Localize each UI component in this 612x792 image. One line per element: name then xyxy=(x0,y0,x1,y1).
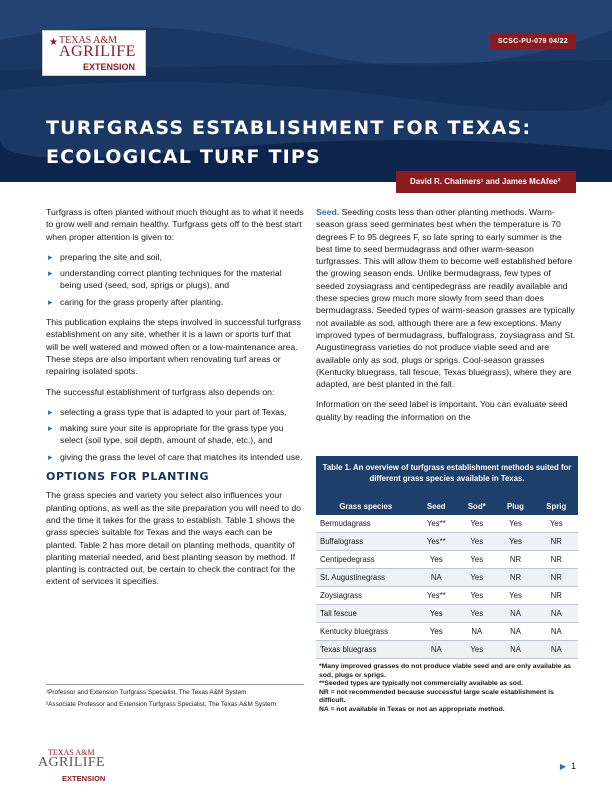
list-item: ▸ making sure your site is appropriate for the grass type you select (soil type, soil depth, amount of shade, etc.), and xyxy=(46,422,304,447)
method-cell: Yes xyxy=(457,587,497,605)
method-cell: NA xyxy=(497,641,535,659)
paragraph: This publication explains the steps involved in successful turfgrass establishment on any site, whether it is a lawn or sports turf that will be well watered and mowed often or a low-maintenance area. These steps are also important when renovating turf areas or repairing isolated spots. xyxy=(46,317,301,377)
right-column xyxy=(316,206,578,431)
footnote-divider xyxy=(46,684,304,685)
agrilife-logo xyxy=(42,30,146,76)
method-cell: Yes xyxy=(416,605,457,623)
table-note: NA = not available in Texas or not an appropriate method. xyxy=(319,705,505,713)
method-cell: Yes xyxy=(457,605,497,623)
method-cell: Yes** xyxy=(416,515,457,533)
table-row xyxy=(316,641,578,659)
table-row xyxy=(316,623,578,641)
table-row xyxy=(316,551,578,569)
method-cell: Yes xyxy=(497,515,535,533)
table-row xyxy=(316,569,578,587)
column-header: Sprig xyxy=(535,489,579,515)
seed-text: Seeding costs less than other planting methods. Warm-season grass seed germinates best when the temperature is 70 degrees F to 95 degrees F, so late spring to early summer is the best time to seed bermudagrass and other warm-season turfgrasses. This will allow them to become well established before the growing season ends. Unlike bermudagrass, few types of seeded zoysiagrass and centipedegrass are readily available and these species grow much more slowly from seed than does bermudagrass. Seeded types of warm-season grasses are typically not available as sod, although there are a few exceptions. Many improved types of bermudagrass, buffalograss, zoysiagrass and St. Augustinegrass varieties do not produce viable seed and are available only as sod, plugs or sprigs. Cool-season grasses (Kentucky bluegrass, tall fescue, Texas bluegrass), where they are adapted, are best planted in the fall. xyxy=(316,207,576,390)
method-cell: NA xyxy=(535,623,579,641)
logo-bottom: EXTENSION xyxy=(83,62,136,72)
footer-logo-middle: AGRILIFE xyxy=(38,755,105,770)
method-cell: NA xyxy=(535,605,579,623)
method-cell: NR xyxy=(497,551,535,569)
species-cell: Kentucky bluegrass xyxy=(316,623,416,641)
list-item: ▸ caring for the grass properly after planting. xyxy=(46,296,304,308)
species-cell: Texas bluegrass xyxy=(316,641,416,659)
paragraph: Information on the seed label is important. You can evaluate seed quality by reading the information on the xyxy=(316,399,568,422)
title-line-1: TURFGRASS ESTABLISHMENT FOR TEXAS: xyxy=(46,117,532,139)
bullet-list-2 xyxy=(46,406,304,463)
seed-lead: Seed. xyxy=(316,207,340,217)
species-cell: Centipedegrass xyxy=(316,551,416,569)
species-cell: Tall fescue xyxy=(316,605,416,623)
bullet-list-1 xyxy=(46,251,304,308)
method-cell: Yes xyxy=(457,533,497,551)
star-icon: ★ xyxy=(49,37,58,48)
footer-logo xyxy=(38,748,128,786)
table-note: *Many improved grasses do not produce viable seed and are only available as sod, plugs or sprigs. xyxy=(319,663,571,679)
table-note: NR = not recommended because successful large scale establishment is difficult. xyxy=(319,688,554,704)
method-cell: NA xyxy=(416,569,457,587)
left-column xyxy=(46,206,304,596)
method-cell: Yes** xyxy=(416,587,457,605)
method-cell: Yes xyxy=(457,569,497,587)
table-row xyxy=(316,587,578,605)
method-cell: Yes xyxy=(416,551,457,569)
paragraph: The grass species and variety you select also influences your planting options, as well as the site preparation you will need to do and the time it takes for the grass to establish. Table 1 shows the grass species suitable for Texas and the ways each can be planted. Table 2 has more detail on planting methods, quantity of planting material needed, and best planting season by method. If planting is contracted out, be certain to check the contract for the extent of services it specifies. xyxy=(46,490,301,587)
table-notes xyxy=(316,663,578,714)
column-header: Sod* xyxy=(457,489,497,515)
method-cell: NA xyxy=(535,641,579,659)
table-title: Table 1. An overview of turfgrass establishment methods suited for different grass species available in Texas. xyxy=(316,456,578,489)
method-cell: NA xyxy=(457,623,497,641)
list-item: ▸ understanding correct planting techniques for the material being used (seed, sod, sprigs or plugs), and xyxy=(46,267,304,292)
logo-top: TEXAS A&M xyxy=(59,35,118,46)
list-item: ▸ selecting a grass type that is adapted to your part of Texas, xyxy=(46,406,304,418)
paragraph: The successful establishment of turfgrass also depends on: xyxy=(46,386,275,397)
document-code: SCSC-PU-079 04/22 xyxy=(490,34,576,49)
table-row xyxy=(316,605,578,623)
method-cell: NR xyxy=(535,551,579,569)
establishment-table xyxy=(316,489,578,659)
method-cell: NA xyxy=(497,623,535,641)
table-note: **Seeded types are typically not commercially available as sod. xyxy=(319,680,524,687)
method-cell: Yes xyxy=(535,515,579,533)
method-cell: Yes xyxy=(457,515,497,533)
table-row xyxy=(316,533,578,551)
table-header-row xyxy=(316,489,578,515)
arrow-icon: ▶ xyxy=(559,762,566,771)
method-cell: Yes xyxy=(457,641,497,659)
footnote: ¹Professor and Extension Turfgrass Specialist, The Texas A&M System xyxy=(46,689,247,696)
method-cell: NA xyxy=(416,641,457,659)
page-number-value: 1 xyxy=(570,761,576,771)
species-cell: Buffalograss xyxy=(316,533,416,551)
logo-middle: AGRILIFE xyxy=(59,43,136,60)
method-cell: NR xyxy=(535,569,579,587)
footnotes xyxy=(46,689,304,713)
page-number xyxy=(560,761,576,771)
method-cell: Yes xyxy=(497,533,535,551)
method-cell: NA xyxy=(497,605,535,623)
method-cell: Yes xyxy=(457,551,497,569)
species-cell: St. Augustinegrass xyxy=(316,569,416,587)
footer-logo-top: TEXAS A&M xyxy=(48,748,95,757)
column-header: Plug xyxy=(497,489,535,515)
table-1 xyxy=(316,456,578,714)
method-cell: Yes** xyxy=(416,533,457,551)
method-cell: Yes xyxy=(416,623,457,641)
column-header: Grass species xyxy=(316,489,416,515)
footnote: ²Associate Professor and Extension Turfgrass Specialist, The Texas A&M System xyxy=(46,701,276,708)
method-cell: NR xyxy=(535,587,579,605)
intro-paragraph: Turfgrass is often planted without much thought as to what it needs to grow well and remain healthy. Turfgrass gets off to the best start when proper attention is given to: xyxy=(46,207,304,242)
table-row xyxy=(316,515,578,533)
footer-logo-bottom: EXTENSION xyxy=(62,774,106,783)
page-title xyxy=(46,114,531,172)
column-header: Seed xyxy=(416,489,457,515)
method-cell: NR xyxy=(497,569,535,587)
author-line: David R. Chalmers¹ and James McAfee² xyxy=(396,171,576,193)
seed-paragraph xyxy=(316,206,578,390)
method-cell: NR xyxy=(535,533,579,551)
method-cell: Yes xyxy=(497,587,535,605)
list-item: ▸ preparing the site and soil, xyxy=(46,251,304,263)
title-line-2: ECOLOGICAL TURF TIPS xyxy=(46,146,321,168)
species-cell: Bermudagrass xyxy=(316,515,416,533)
species-cell: Zoysiagrass xyxy=(316,587,416,605)
section-heading: OPTIONS FOR PLANTING xyxy=(46,470,210,484)
list-item: ▸ giving the grass the level of care that matches its intended use. xyxy=(46,451,304,463)
